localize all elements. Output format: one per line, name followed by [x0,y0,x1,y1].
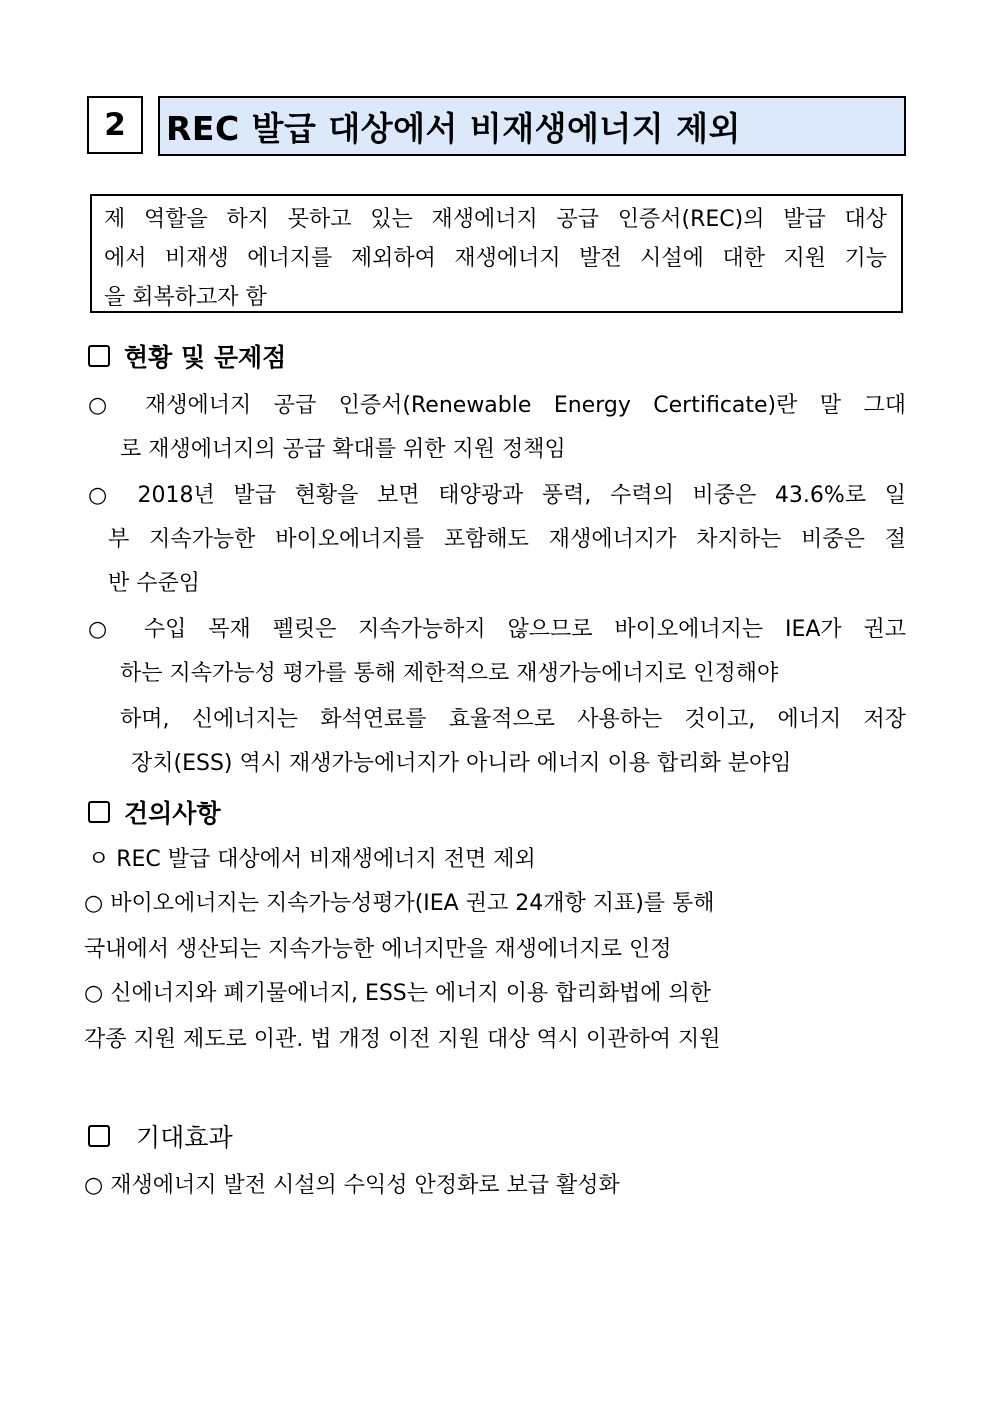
proposal-line-1: ㅇ REC 발급 대상에서 비재생에너지 전면 제외 [88,847,536,872]
section-number-box [87,96,143,154]
proposal-line-2: ○ 바이오에너지는 지속가능성평가(IEA 권고 24개항 지표)를 통해 [84,891,715,916]
summary-line: 에서 비재생 에너지를 제외하여 재생에너지 발전 시설에 대한 지원 기능 [104,246,887,271]
status-item-1-line-2: 로 재생에너지의 공급 확대를 위한 지원 정책임 [120,437,566,462]
effect-line-1: ○ 재생에너지 발전 시설의 수익성 안정화로 보급 활성화 [84,1173,620,1198]
effect-heading [88,1118,233,1154]
section-title: REC 발급 대상에서 비재생에너지 제외 [166,108,741,148]
status-item-2-line-2: 부 지속가능한 바이오에너지를 포함해도 재생에너지가 차지하는 비중은 절 [108,527,906,552]
checkbox-icon [88,345,110,367]
section-title-box [158,96,906,156]
summary-line: 제 역할을 하지 못하고 있는 재생에너지 공급 인증서(REC)의 발급 대상 [104,207,887,232]
status-item-3-line-2: 하는 지속가능성 평가를 통해 제한적으로 재생가능에너지로 인정해야 [120,661,779,686]
status-item-3-line-1: ○ 수입 목재 펠릿은 지속가능하지 않으므로 바이오에너지는 IEA가 권고 [88,617,906,642]
status-heading-label: 현황 및 문제점 [124,343,287,372]
proposal-heading-label: 건의사항 [124,799,221,828]
proposal-line-3: 국내에서 생산되는 지속가능한 에너지만을 재생에너지로 인정 [84,937,672,962]
status-item-1-line-1: ○ 재생에너지 공급 인증서(Renewable Energy Certificate)란 말 그대 [88,393,906,418]
section-number: 2 [104,107,126,143]
status-item-3-line-4: 장치(ESS) 역시 재생가능에너지가 아니라 에너지 이용 합리화 분야임 [131,751,792,776]
proposal-line-4: ○ 신에너지와 폐기물에너지, ESS는 에너지 이용 합리화법에 의한 [84,981,712,1006]
checkbox-icon [88,1125,110,1147]
status-heading [88,338,286,374]
proposal-heading [88,794,221,830]
effect-heading-label: 기대효과 [136,1123,233,1152]
status-item-2-line-3: 반 수준임 [108,571,201,596]
checkbox-icon [88,801,110,823]
proposal-line-5: 각종 지원 제도로 이관. 법 개정 이전 지원 대상 역시 이관하여 지원 [84,1027,721,1052]
status-item-2-line-1: ○ 2018년 발급 현황을 보면 태양광과 풍력, 수력의 비중은 43.6%로 일 [88,483,906,508]
summary-box [90,194,903,313]
status-item-3-line-3: 하며, 신에너지는 화석연료를 효율적으로 사용하는 것이고, 에너지 저장 [120,707,906,732]
summary-line: 을 회복하고자 함 [104,285,267,310]
